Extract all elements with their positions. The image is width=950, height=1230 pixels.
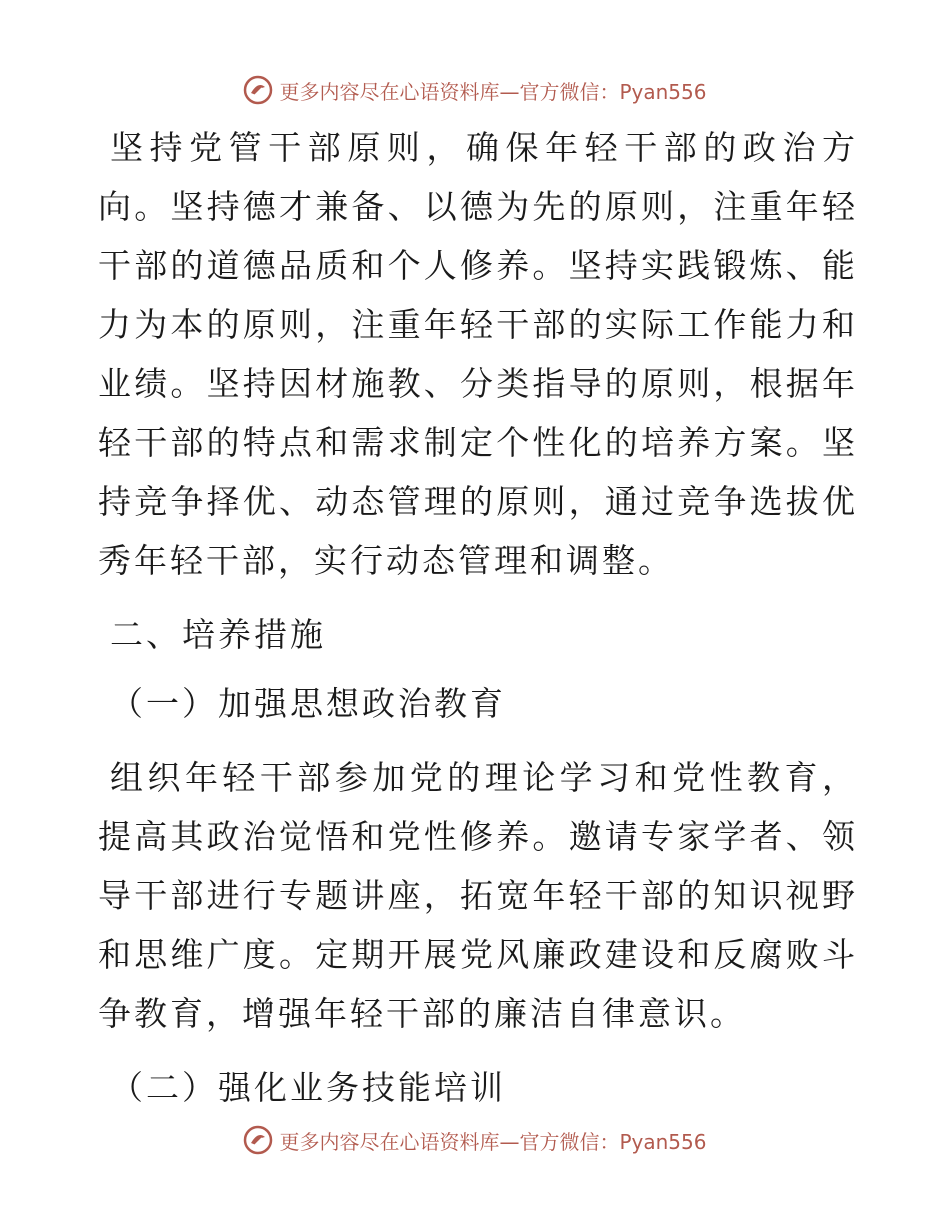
subsection-heading-2: （二）强化业务技能培训 <box>110 1068 506 1107</box>
library-logo-icon <box>243 1125 273 1155</box>
header-watermark-banner <box>0 70 950 110</box>
header-watermark-text: 更多内容尽在心语资料库—官方微信：Pyan556 <box>279 79 707 104</box>
library-logo-icon <box>243 75 273 105</box>
footer-watermark-text: 更多内容尽在心语资料库—官方微信：Pyan556 <box>279 1129 707 1154</box>
footer-watermark-banner <box>0 1120 950 1160</box>
document-body <box>98 118 858 1117</box>
section-heading-measures: 二、培养措施 <box>110 615 326 654</box>
subsection-heading-1: （一）加强思想政治教育 <box>110 684 506 723</box>
principles-paragraph: 坚持党管干部原则，确保年轻干部的政治方向。坚持德才兼备、以德为先的原则，注重年轻干部的道德品质和个人修养。坚持实践锻炼、能力为本的原则，注重年轻干部的实际工作能力和业绩。坚持因材施教、分类指导的原则，根据年轻干部的特点和需求制定个性化的培养方案。坚持竞争择优、动态管理的原则，通过竞争选拔优秀年轻干部，实行动态管理和调整。 <box>98 128 858 580</box>
political-education-paragraph: 组织年轻干部参加党的理论学习和党性教育，提高其政治觉悟和党性修养。邀请专家学者、领导干部进行专题讲座，拓宽年轻干部的知识视野和思维广度。定期开展党风廉政建设和反腐败斗争教育，增强年轻干部的廉洁自律意识。 <box>98 758 858 1033</box>
